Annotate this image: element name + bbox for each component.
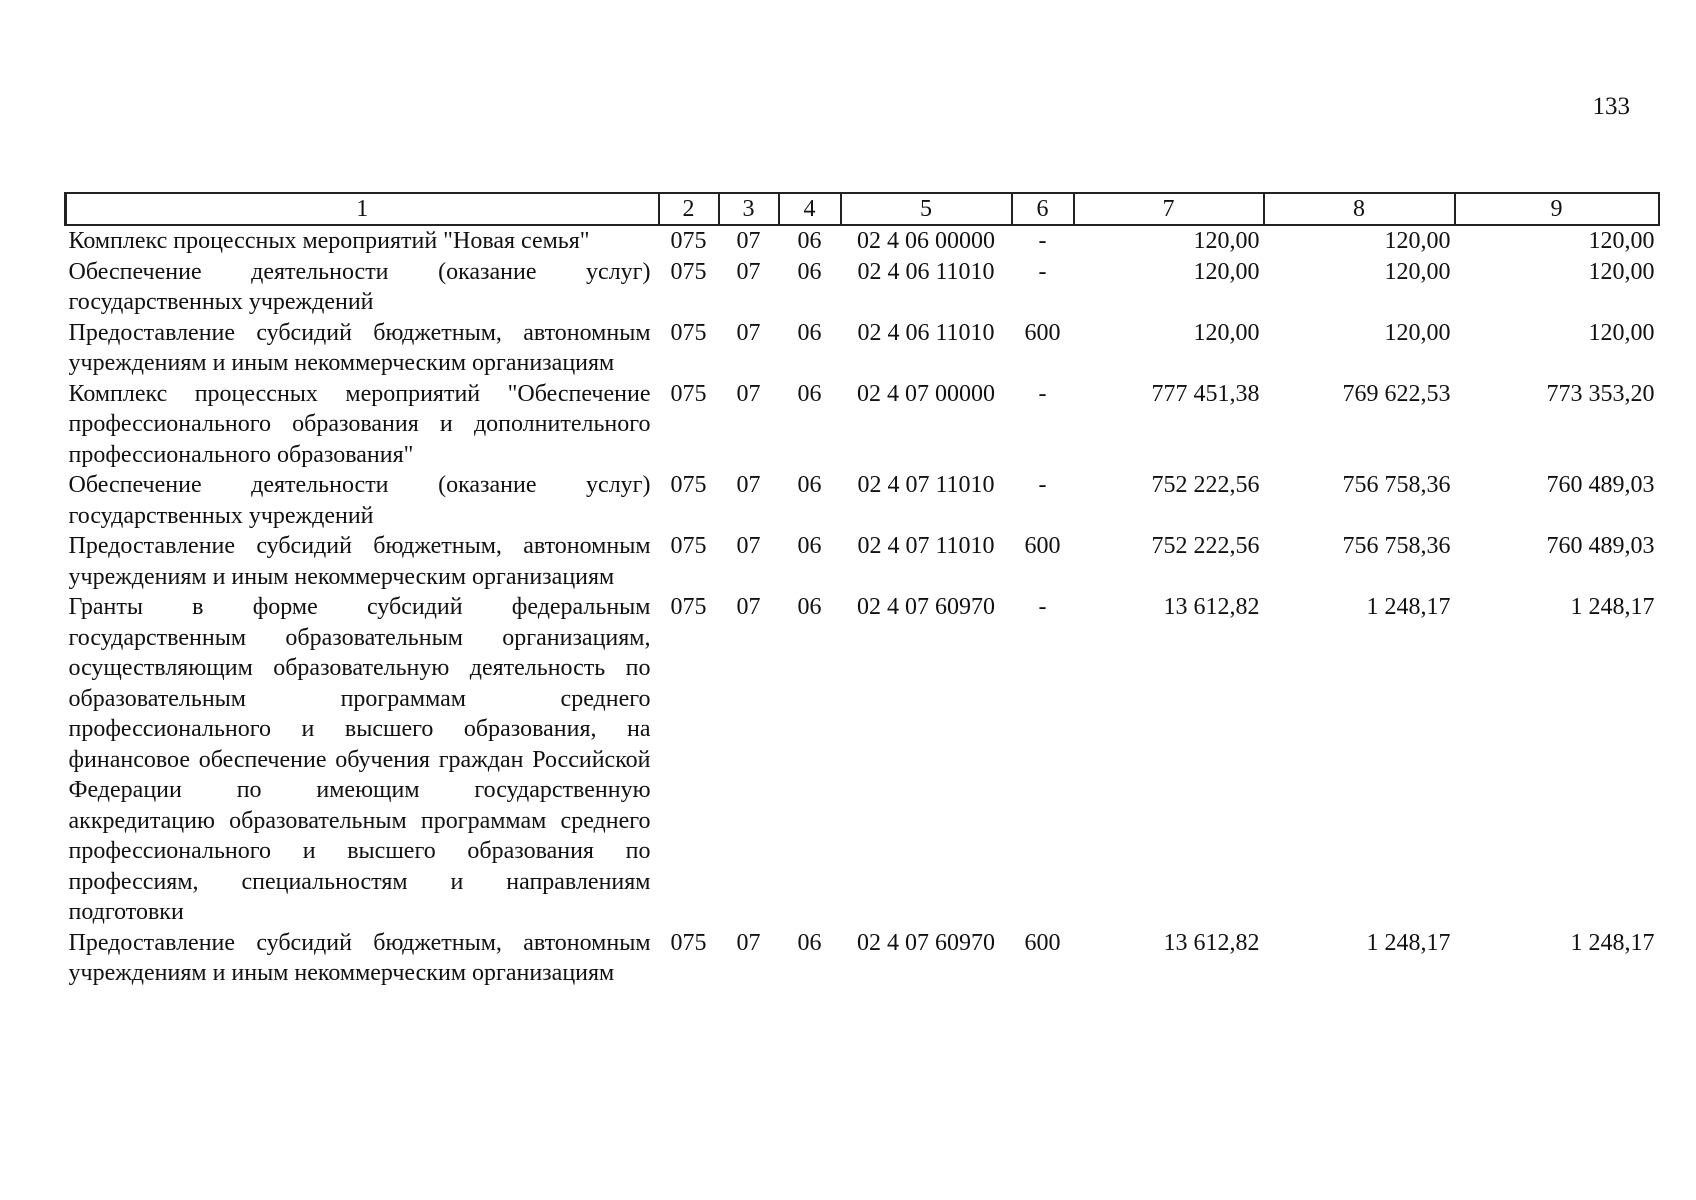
row-name: Предоставление субсидий бюджетным, автономным учреждениям и иным некоммерческим организациям (68, 929, 651, 986)
budget-table (64, 192, 1660, 989)
cell-ministry-code: 075 (670, 929, 707, 956)
cell-subsection: 06 (797, 258, 822, 285)
column-number-header-row (66, 193, 1659, 225)
table-row (66, 470, 1659, 531)
column-header: 4 (779, 193, 841, 225)
page-number: 133 (1592, 93, 1630, 120)
cell-target-article: 02 4 07 60970 (857, 929, 995, 956)
cell-ministry-code: 075 (670, 258, 707, 285)
cell-amount-col8: 120,00 (1384, 319, 1451, 346)
row-name: Гранты в форме субсидий федеральным государственным образовательным организациям, осуществляющим образовательную деятельность по образовательным программам среднего профессионального и высшего образования, на финансовое обеспечение обучения граждан Российской Федерации по имеющим государственную аккредитацию образовательным программам среднего профессионального и высшего образования по профессиям, специальностям и направлениям подготовки (68, 594, 651, 925)
table-row (66, 592, 1659, 928)
cell-amount-col9: 1 248,17 (1570, 929, 1655, 956)
row-name: Обеспечение деятельности (оказание услуг) государственных учреждений (68, 258, 651, 315)
cell-amount-col8: 769 622,53 (1342, 380, 1451, 407)
cell-expense-type: - (1038, 472, 1047, 498)
cell-section: 07 (736, 472, 761, 498)
table-row (66, 225, 1659, 257)
cell-target-article: 02 4 06 11010 (857, 258, 995, 285)
table-row (66, 257, 1659, 318)
table-row (66, 928, 1659, 989)
table-row (66, 531, 1659, 592)
cell-subsection: 06 (797, 929, 822, 956)
cell-target-article: 02 4 07 00000 (857, 380, 995, 407)
cell-amount-col7: 13 612,82 (1163, 594, 1260, 620)
cell-ministry-code: 075 (670, 319, 707, 346)
cell-amount-col8: 120,00 (1384, 228, 1451, 254)
cell-expense-type: 600 (1024, 929, 1061, 956)
cell-expense-type: - (1038, 594, 1047, 620)
column-header: 9 (1455, 193, 1659, 225)
cell-amount-col7: 752 222,56 (1151, 533, 1260, 559)
row-name: Обеспечение деятельности (оказание услуг) государственных учреждений (68, 472, 651, 529)
cell-amount-col8: 756 758,36 (1342, 472, 1451, 498)
column-header: 3 (719, 193, 779, 225)
cell-target-article: 02 4 07 11010 (857, 472, 995, 498)
cell-section: 07 (736, 929, 761, 956)
cell-amount-col9: 1 248,17 (1570, 594, 1655, 620)
cell-amount-col7: 120,00 (1193, 228, 1260, 254)
budget-table-wrapper (64, 192, 1657, 989)
table-row (66, 379, 1659, 471)
cell-expense-type: - (1038, 380, 1047, 407)
column-header: 2 (659, 193, 719, 225)
cell-ministry-code: 075 (670, 594, 707, 620)
cell-subsection: 06 (797, 380, 822, 407)
cell-section: 07 (736, 380, 761, 407)
cell-amount-col9: 120,00 (1588, 319, 1655, 346)
cell-expense-type: 600 (1024, 533, 1061, 559)
cell-amount-col8: 756 758,36 (1342, 533, 1451, 559)
cell-amount-col9: 773 353,20 (1546, 380, 1655, 407)
column-header: 1 (66, 193, 659, 225)
cell-section: 07 (736, 533, 761, 559)
cell-expense-type: - (1038, 228, 1047, 254)
cell-subsection: 06 (797, 472, 822, 498)
cell-amount-col7: 777 451,38 (1151, 380, 1260, 407)
cell-section: 07 (736, 228, 761, 254)
cell-section: 07 (736, 319, 761, 346)
cell-amount-col7: 120,00 (1193, 319, 1260, 346)
cell-amount-col7: 752 222,56 (1151, 472, 1260, 498)
cell-amount-col8: 120,00 (1384, 258, 1451, 285)
cell-section: 07 (736, 258, 761, 285)
cell-amount-col9: 760 489,03 (1546, 472, 1655, 498)
cell-expense-type: - (1038, 258, 1047, 285)
cell-amount-col7: 13 612,82 (1163, 929, 1260, 956)
cell-amount-col9: 120,00 (1588, 228, 1655, 254)
row-name: Комплекс процессных мероприятий "Обеспечение профессионального образования и дополнительного профессионального образования" (68, 380, 651, 468)
cell-subsection: 06 (797, 533, 822, 559)
table-row (66, 318, 1659, 379)
cell-expense-type: 600 (1024, 319, 1061, 346)
column-header: 8 (1264, 193, 1455, 225)
column-header: 5 (841, 193, 1012, 225)
cell-ministry-code: 075 (670, 472, 707, 498)
cell-amount-col9: 760 489,03 (1546, 533, 1655, 559)
cell-amount-col9: 120,00 (1588, 258, 1655, 285)
cell-amount-col8: 1 248,17 (1366, 594, 1451, 620)
cell-target-article: 02 4 06 00000 (857, 228, 995, 254)
row-name: Предоставление субсидий бюджетным, автономным учреждениям и иным некоммерческим организациям (68, 533, 651, 590)
cell-ministry-code: 075 (670, 228, 707, 254)
cell-amount-col8: 1 248,17 (1366, 929, 1451, 956)
cell-subsection: 06 (797, 319, 822, 346)
column-header: 6 (1012, 193, 1074, 225)
cell-target-article: 02 4 07 11010 (857, 533, 995, 559)
cell-target-article: 02 4 06 11010 (857, 319, 995, 346)
cell-subsection: 06 (797, 594, 822, 620)
cell-subsection: 06 (797, 228, 822, 254)
cell-target-article: 02 4 07 60970 (857, 594, 995, 620)
row-name: Комплекс процессных мероприятий "Новая семья" (68, 228, 590, 254)
cell-section: 07 (736, 594, 761, 620)
cell-amount-col7: 120,00 (1193, 258, 1260, 285)
cell-ministry-code: 075 (670, 380, 707, 407)
row-name: Предоставление субсидий бюджетным, автономным учреждениям и иным некоммерческим организациям (68, 319, 651, 376)
cell-ministry-code: 075 (670, 533, 707, 559)
column-header: 7 (1074, 193, 1264, 225)
